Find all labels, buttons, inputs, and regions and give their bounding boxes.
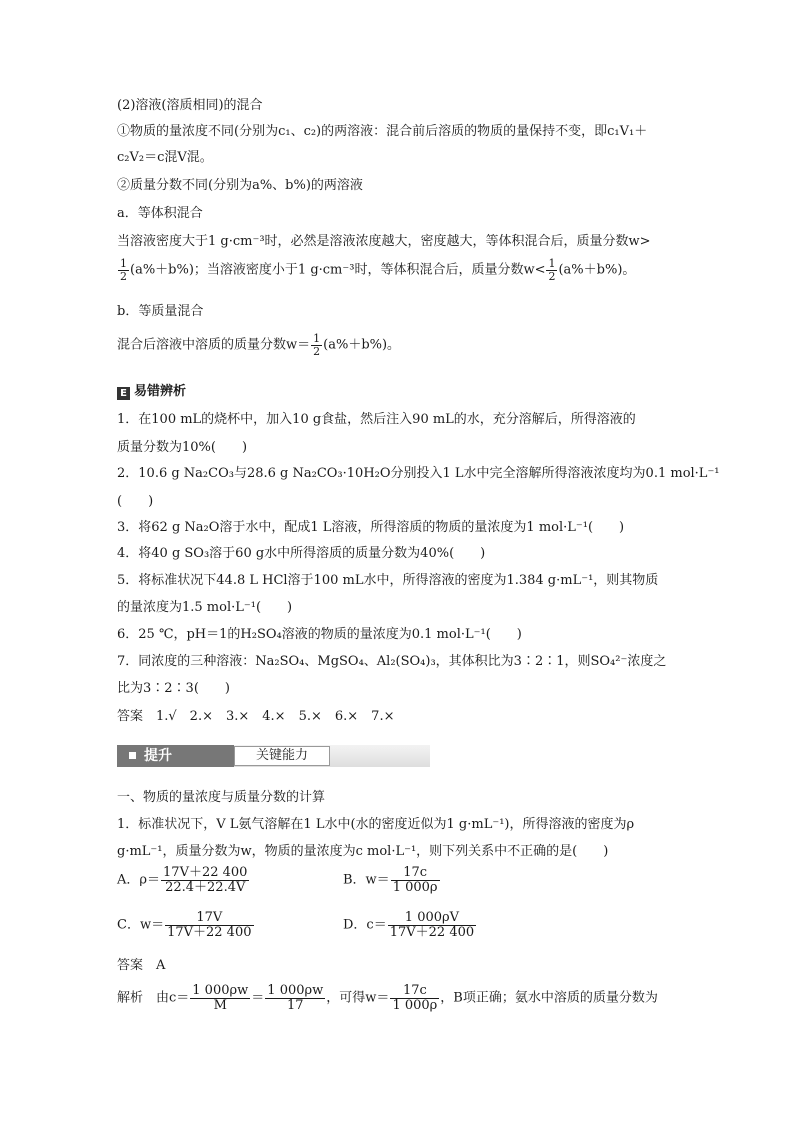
error-item: 比为3∶2∶3( ) [117,681,230,696]
fraction-f1: $\frac{1 000\rho w}{M}$ [192,983,249,1013]
answer-line: 答案 1.√ 2.× 3.× 4.× 5.× 6.× 7.× [117,709,395,724]
fraction-f3: $\frac{17c}{1 000\rho}$ [392,983,438,1013]
fraction-f2: $\frac{1 000\rho w}{17}$ [267,983,324,1013]
error-item: 2．10.6 g Na₂CO₃与28.6 g Na₂CO₃·10H₂O分别投入1 L水中完全溶解所得溶液浓度均为0.1 mol·L⁻¹ [117,466,720,481]
error-item: 3．将62 g Na₂O溶于水中，配成1 L溶液，所得溶质的物质的量浓度为1 mol·L⁻¹( ) [117,520,625,535]
fraction-b: $\frac{17c}{1 000\rho}$ [392,865,438,895]
error-item: ( ) [117,494,154,509]
question-line-2: g·mL⁻¹，质量分数为w，物质的量浓度为c mol·L⁻¹，则下列关系中不正确的是( ) [117,844,609,859]
text-line-3: c₂V₂＝c混V混。 [117,150,213,165]
error-item: 5．将标准状况下44.8 L HCl溶于100 mL水中，所得溶液的密度为1.384 g·mL⁻¹，则其物质 [117,573,659,588]
question-answer: 答案 A [117,958,166,973]
section-title-errors: E 易错辨析 [117,384,186,400]
square-icon [129,752,136,759]
heading-mixing: (2)溶液(溶质相同)的混合 [117,98,263,113]
option-b: B．w＝ $\frac{17c}{1 000\rho}$ [343,865,438,895]
error-item: 4．将40 g SO₃溶于60 g水中所得溶质的质量分数为40%( ) [117,546,486,561]
fraction-c: $\frac{17V}{17V+22 400}$ [167,910,252,940]
banner-dark-tab: 提升 [117,745,234,767]
error-item: 质量分数为10%( ) [117,440,248,455]
text-line-8: b．等质量混合 [117,304,204,319]
error-badge-icon: E [117,387,130,400]
text-line-5: a．等体积混合 [117,206,203,221]
analysis-line: 解析 由c＝ $\frac{1 000\rho w}{M}$ ＝ $\frac{1 000\rho w}{17}$ ，可得w＝ $\frac{17c}{1 000\rho}$ ，B项正确；氨水中溶质的质量分数为 [117,983,658,1013]
fraction-half: $\frac{1}{2}$ [548,257,556,283]
option-d: D．c＝ $\frac{1 000\rho V}{17V+22 400}$ [343,910,475,940]
error-item: 的量浓度为1.5 mol·L⁻¹( ) [117,600,293,615]
fraction-d: $\frac{1 000\rho V}{17V+22 400}$ [389,910,475,940]
text-line-7: $\frac{1}{2}$ (a%＋b%)；当溶液密度小于1 g·cm⁻³时，等体积混合后，质量分数w< $\frac{1}{2}$ (a%＋b%)。 [120,257,636,283]
text-line-9: 混合后溶液中溶质的质量分数w＝ $\frac{1}{2}$ (a%＋b%)。 [117,332,401,358]
error-item: 6．25 ℃，pH＝1的H₂SO₄溶液的物质的量浓度为0.1 mol·L⁻¹( ) [117,627,522,642]
fraction-a: $\frac{17V+22 400}{22.4+22.4V}$ [163,865,248,895]
text-line-4: ②质量分数不同(分别为a%、b%)的两溶液 [117,178,363,193]
fraction-half: $\frac{1}{2}$ [120,257,127,283]
option-c: C．w＝ $\frac{17V}{17V+22 400}$ [117,910,252,940]
error-item: 7．同浓度的三种溶液：Na₂SO₄、MgSO₄、Al₂(SO₄)₃，其体积比为3∶2∶1，则SO₄²⁻浓度之 [117,654,667,669]
error-item: 1．在100 mL的烧杯中，加入10 g食盐，然后注入90 mL的水，充分溶解后，所得溶液的 [117,412,636,427]
text-line-2: ①物质的量浓度不同(分别为c₁、c₂)的两溶液：混合前后溶质的物质的量保持不变，即c₁V₁＋ [117,124,648,139]
fraction-half: $\frac{1}{2}$ [313,332,321,358]
text-line-6: 当溶液密度大于1 g·cm⁻³时，必然是溶液浓度越大，密度越大，等体积混合后，质量分数w> [117,234,651,249]
section-banner [117,745,430,767]
banner-light-tab: 关键能力 [234,746,330,766]
subsection-title: 一、物质的量浓度与质量分数的计算 [117,790,326,805]
question-line-1: 1．标准状况下，V L氨气溶解在1 L水中(水的密度近似为1 g·mL⁻¹)，所得溶液的密度为ρ [117,817,635,832]
option-a: A．ρ＝ $\frac{17V+22 400}{22.4+22.4V}$ [117,865,248,895]
